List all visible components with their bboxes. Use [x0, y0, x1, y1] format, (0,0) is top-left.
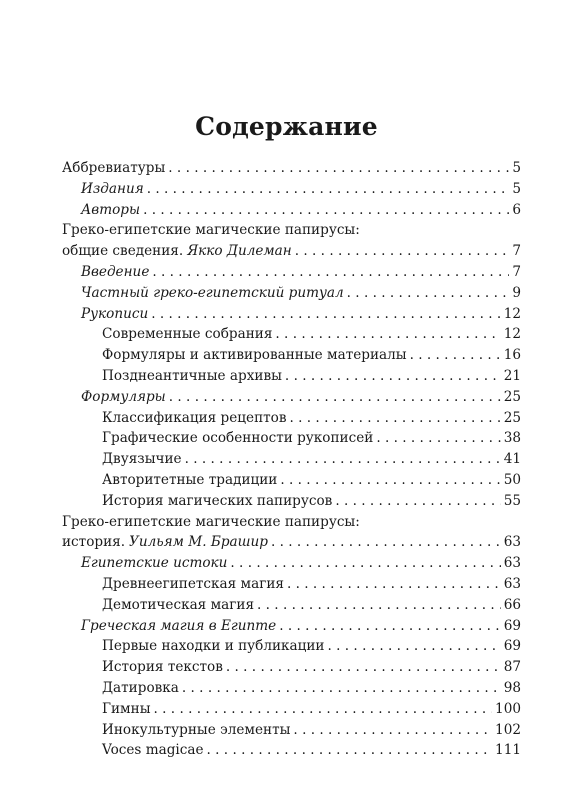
toc-entry-author: Якко Дилеман	[187, 243, 292, 260]
dot-leader	[257, 595, 501, 616]
toc-entry	[62, 200, 521, 221]
toc-page-number: 12	[503, 326, 521, 343]
toc-page-number: 63	[503, 575, 521, 592]
dot-leader	[207, 740, 493, 761]
toc-entry	[62, 616, 521, 637]
page-title: Содержание	[195, 112, 378, 141]
toc-entry-title: Египетские истоки	[81, 555, 228, 572]
toc-page-number: 63	[503, 534, 521, 551]
toc-entry-title: Издания	[81, 180, 144, 197]
dot-leader	[226, 657, 501, 678]
dot-leader	[143, 200, 509, 221]
toc-page-number: 12	[503, 305, 521, 322]
dot-leader	[295, 241, 510, 262]
toc-entry-title: История текстов	[102, 659, 223, 676]
toc-entry	[62, 408, 521, 429]
toc-page-number: 55	[503, 492, 521, 509]
toc-entry-title: Введение	[81, 263, 150, 280]
toc-entry-title: Частный греко-египетский ритуал	[81, 284, 344, 301]
toc-page-number: 100	[495, 700, 521, 717]
toc-entry-title: История магических папирусов	[102, 492, 333, 509]
toc-entry-title: Демотическая магия	[102, 596, 255, 613]
toc-page-number: 111	[495, 742, 521, 759]
toc-entry-title: Датировка	[102, 679, 179, 696]
dot-leader	[335, 491, 500, 512]
dot-leader	[293, 720, 492, 741]
toc-entry-title: Гимны	[102, 700, 151, 717]
toc-entry	[62, 532, 521, 553]
toc-entry	[62, 262, 521, 283]
toc-entry	[62, 304, 521, 325]
toc-entry	[62, 283, 521, 304]
toc-entry-title: Двуязычие	[102, 451, 182, 468]
toc-entry-title: Классификация рецептов	[102, 409, 287, 426]
table-of-contents	[62, 158, 521, 761]
toc-entry-title: Современные собрания	[102, 326, 273, 343]
dot-leader	[230, 553, 500, 574]
toc-entry	[62, 595, 521, 616]
toc-entry	[62, 720, 521, 741]
toc-entry-author: Уильям М. Брашир	[129, 534, 268, 551]
toc-entry	[62, 241, 521, 262]
toc-page-number: 66	[503, 596, 521, 613]
toc-entry	[62, 512, 521, 533]
toc-page-number: 7	[512, 263, 521, 280]
toc-entry	[62, 574, 521, 595]
toc-entry-title: Формуляры и активированные материалы	[102, 347, 407, 364]
toc-page-number: 50	[503, 471, 521, 488]
toc-page-number: 5	[512, 160, 521, 176]
toc-page-number: 25	[503, 388, 521, 405]
dot-leader	[279, 616, 500, 637]
toc-page-number: 5	[512, 180, 521, 197]
toc-entry	[62, 179, 521, 200]
toc-page-number: 69	[503, 638, 521, 655]
toc-entry	[62, 470, 521, 491]
toc-page-number: 6	[512, 201, 521, 218]
toc-entry-title: Инокультурные элементы	[102, 721, 291, 738]
toc-page-number: 69	[503, 617, 521, 634]
dot-leader	[147, 179, 510, 200]
toc-page-number: 98	[503, 679, 521, 696]
toc-entry-title: Греко-египетские магические папирусы:	[62, 222, 360, 239]
dot-leader	[275, 324, 500, 345]
toc-page-number: 21	[503, 367, 521, 384]
toc-page-number: 87	[503, 659, 521, 676]
toc-entry	[62, 428, 521, 449]
toc-entry	[62, 491, 521, 512]
toc-entry-title: история.	[62, 534, 126, 551]
dot-leader	[328, 636, 501, 657]
dot-leader	[152, 262, 509, 283]
toc-entry	[62, 449, 521, 470]
toc-entry-title: общие сведения.	[62, 243, 184, 260]
dot-leader	[410, 345, 501, 366]
dot-leader	[347, 283, 510, 304]
toc-entry-title: Древнеегипетская магия	[102, 575, 284, 592]
toc-entry	[62, 657, 521, 678]
toc-page-number: 63	[503, 555, 521, 572]
toc-page-number: 16	[503, 347, 521, 364]
dot-leader	[185, 449, 501, 470]
toc-entry	[62, 678, 521, 699]
dot-leader	[285, 366, 501, 387]
dot-leader	[169, 387, 501, 408]
dot-leader	[287, 574, 501, 595]
dot-leader	[182, 678, 501, 699]
dot-leader	[154, 699, 493, 720]
toc-entry	[62, 158, 521, 179]
toc-entry	[62, 699, 521, 720]
toc-entry	[62, 324, 521, 345]
dot-leader	[376, 428, 500, 449]
toc-entry-title: Позднеантичные архивы	[102, 367, 282, 384]
toc-entry	[62, 345, 521, 366]
toc-entry-title: Аббревиатуры	[62, 160, 166, 176]
toc-entry-title: Греческая магия в Египте	[81, 617, 277, 634]
toc-entry	[62, 740, 521, 761]
toc-page-number: 38	[503, 430, 521, 447]
dot-leader	[280, 470, 500, 491]
toc-entry	[62, 387, 521, 408]
toc-entry	[62, 366, 521, 387]
toc-entry-title: Рукописи	[81, 305, 149, 322]
toc-entry-title: Авторитетные традиции	[102, 471, 278, 488]
toc-entry	[62, 553, 521, 574]
toc-page-number: 7	[512, 243, 521, 260]
toc-entry-title: Графические особенности рукописей	[102, 430, 374, 447]
dot-leader	[290, 408, 501, 429]
toc-entry-title: Авторы	[81, 201, 141, 218]
dot-leader	[151, 304, 500, 325]
toc-page-number: 102	[495, 721, 521, 738]
dot-leader	[168, 158, 509, 179]
toc-entry	[62, 220, 521, 241]
toc-page-number: 41	[503, 451, 521, 468]
dot-leader	[271, 532, 501, 553]
toc-page-number: 25	[503, 409, 521, 426]
toc-entry-title: Первые находки и публикации	[102, 638, 325, 655]
toc-entry-title: Греко-египетские магические папирусы:	[62, 513, 360, 530]
toc-entry	[62, 636, 521, 657]
toc-entry-title: Формуляры	[81, 388, 166, 405]
toc-page-number: 9	[512, 284, 521, 301]
toc-entry-title: Voces magicae	[102, 742, 204, 759]
